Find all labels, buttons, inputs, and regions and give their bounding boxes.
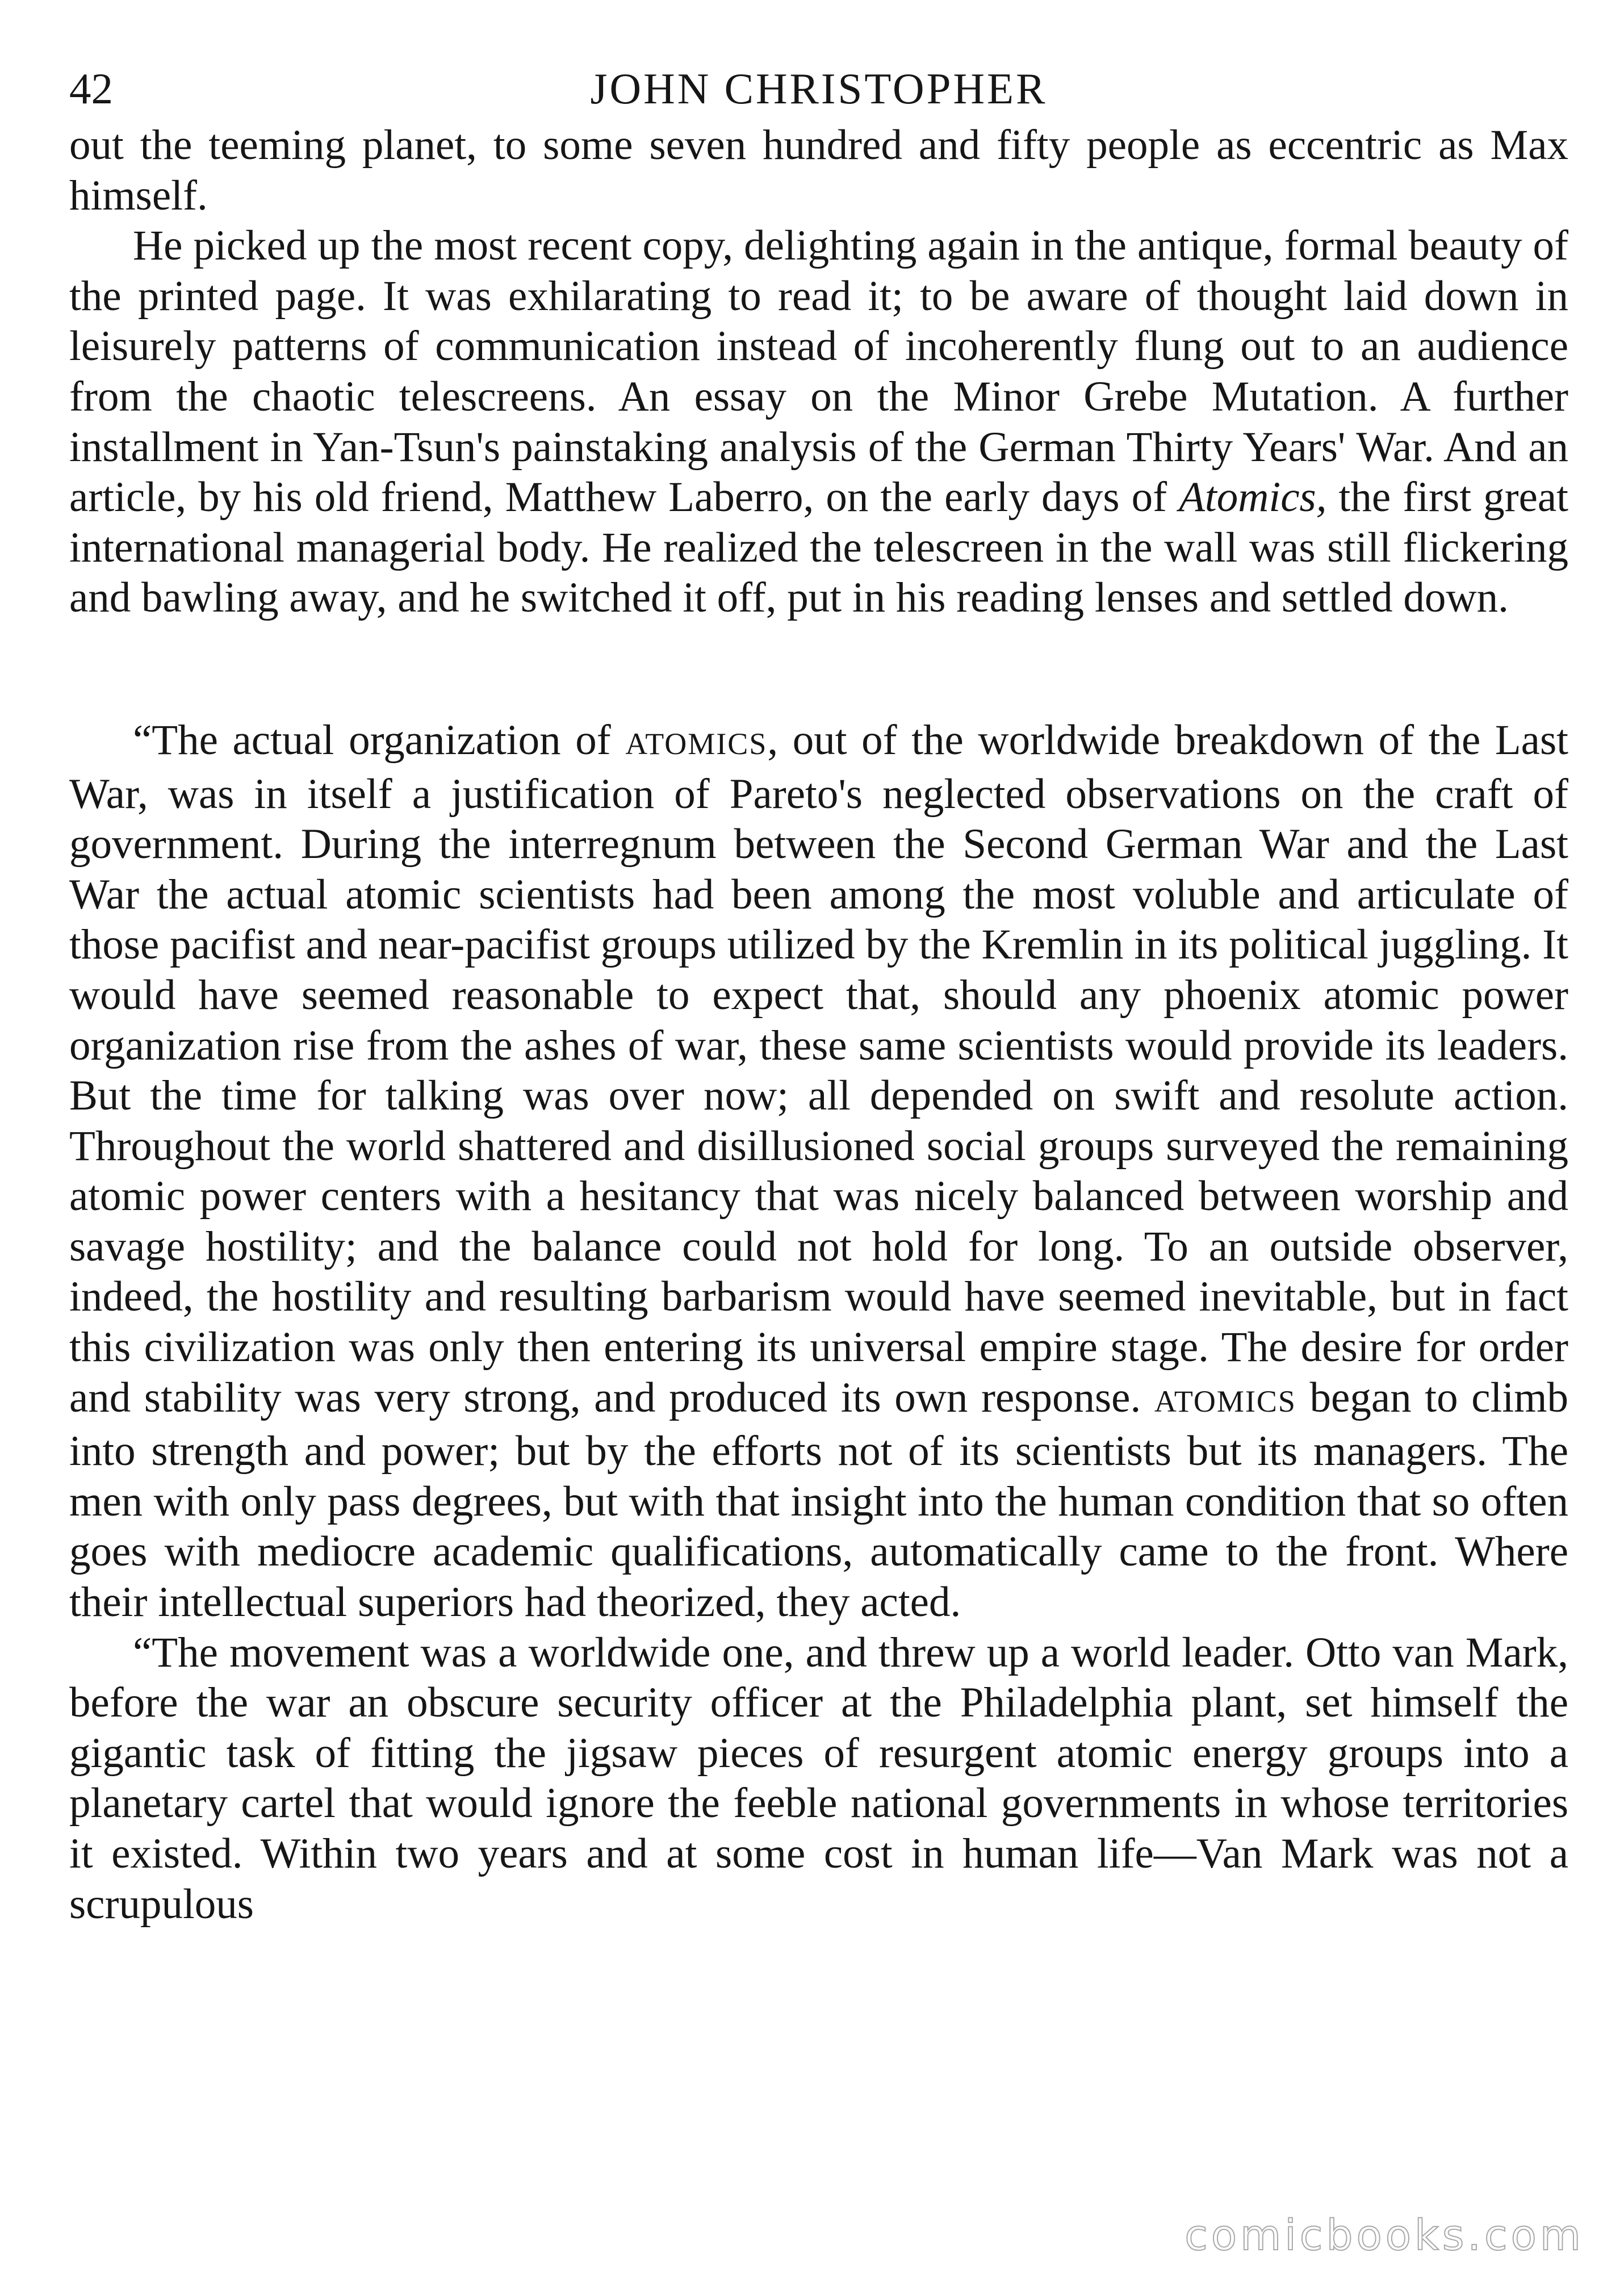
watermark: comicbooks.com [1184,2211,1584,2260]
paragraph-text: , out of the worldwide breakdown of the Last War, was in itself a justification of Pareto's neglected observations on the craft of government. During the interregnum between the Second German War and the Last War the actual atomic scientists had been among the most voluble and articulate of those pacifist and near-pacifist groups utilized by the Kremlin in its political juggling. It would have seemed reasonable to expect that, should any phoenix atomic power organization rise from the ashes of war, these same scientists would provide its leaders. But the time for talking was over now; all depended on swift and resolute action. Throughout the world shattered and disillusioned social groups surveyed the remaining atomic power centers with a hesitancy that was nicely balanced between worship and savage hostility; and the balance could not hold for long. To an outside observer, indeed, the hostility and resulting barbarism would have seemed inevitable, but in fact this civilization was only then entering its universal empire stage. The desire for order and stability was very strong, and produced its own response. [69,716,1568,1421]
paragraph [69,221,1568,623]
paragraph-text: He picked up the most recent copy, delighting again in the antique, formal beauty of the printed page. It was exhilarating to read it; to be aware of thought laid down in leisurely patterns of communication instead of incoherently flung out to an audience from the chaotic telescreens. An essay on the Minor Grebe Mutation. A further installment in Yan-Tsun's painstaking analysis of the German Thirty Years' War. And an article, by his old friend, Matthew Laberro, on the early days of [69,222,1568,521]
paragraph-continued [69,120,1568,221]
small-caps-atomics: ATOMICS [1154,1384,1296,1418]
paragraph-text: “The movement was a worldwide one, and threw up a world leader. Otto van Mark, before the war an obscure security officer at the Philadelphia plant, set himself the gigantic task of fitting the jigsaw pieces of resurgent atomic energy groups into a planetary cartel that would ignore the feeble national governments in whose territories it existed. Within two years and at some cost in human life—Van Mark was not a scrupulous [69,1629,1568,1928]
section-break [69,623,1568,715]
quoted-paragraph [69,1628,1568,1930]
running-title: JOHN CHRISTOPHER [590,64,1048,113]
paragraph-text: “The actual organization of [133,716,626,764]
paragraph-text: began to climb into strength and power; but by the efforts not of its scientists but its managers. The men with only pass degrees, but with that insight into the human condition that so often goes with mediocre academic qualifications, automatically came to the front. Where their intellectual superiors had theorized, they acted. [69,1374,1568,1626]
small-caps-atomics: ATOMICS [625,726,768,761]
page-number: 42 [69,64,113,113]
italic-title: Atomics, [1179,474,1327,521]
book-page [69,57,1568,1929]
paragraph-text: the first great international managerial body. He realized the telescreen in the wall was still flickering and bawling away, and he switched it off, put in his reading lenses and settled down. [69,474,1568,622]
paragraph-text: out the teeming planet, to some seven hundred and fifty people as eccentric as Max himself. [69,122,1568,219]
quoted-paragraph [69,715,1568,1628]
running-head [69,57,1568,120]
body-text [69,120,1568,1929]
